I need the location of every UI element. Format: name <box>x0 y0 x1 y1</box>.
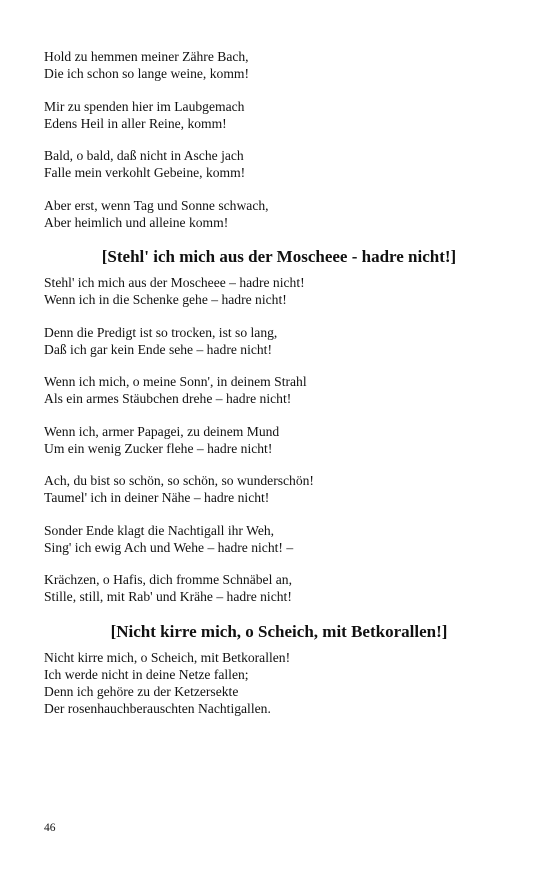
verse-line: Als ein armes Stäubchen drehe – hadre nicht! <box>44 391 292 406</box>
verse-line: Hold zu hemmen meiner Zähre Bach, <box>44 49 249 64</box>
verse-line: Der rosenhauchberauschten Nachtigallen. <box>44 700 271 716</box>
verse-line: Krächzen, o Hafis, dich fromme Schnäbel an, <box>44 572 292 587</box>
verse-line: Wenn ich, armer Papagei, zu deinem Mund <box>44 423 280 439</box>
poem-title: [Stehl' ich mich aus der Moscheee - hadre nicht!] <box>101 247 457 266</box>
stanza <box>44 423 514 457</box>
stanza <box>44 373 514 407</box>
stanza <box>44 522 514 556</box>
verse-line: Ich werde nicht in deine Netze fallen; <box>44 666 249 682</box>
verse-line: Mir zu spenden hier im Laubgemach <box>44 98 245 114</box>
page-content <box>44 48 514 732</box>
verse-line: Sonder Ende klagt die Nachtigall ihr Weh, <box>44 522 275 538</box>
verse-line: Nicht kirre mich, o Scheich, mit Betkorallen! <box>44 649 291 665</box>
verse-line: Ach, du bist so schön, so schön, so wunderschön! <box>44 473 314 488</box>
poem-body <box>44 274 514 605</box>
verse-line: Stille, still, mit Rab' und Krähe – hadre nicht! <box>44 589 292 604</box>
verse-line: Stehl' ich mich aus der Moscheee – hadre nicht! <box>44 275 305 290</box>
verse-line: Denn ich gehöre zu der Ketzersekte <box>44 683 239 699</box>
page-number: 46 <box>44 822 56 834</box>
stanza <box>44 197 514 231</box>
stanza <box>44 48 514 82</box>
stanza <box>44 649 514 717</box>
stanza <box>44 147 514 181</box>
verse-line: Bald, o bald, daß nicht in Asche jach <box>44 148 244 163</box>
verse-line: Aber erst, wenn Tag und Sonne schwach, <box>44 197 269 213</box>
stanza <box>44 324 514 358</box>
verse-line: Daß ich gar kein Ende sehe – hadre nicht! <box>44 341 272 357</box>
verse-line: Aber heimlich und alleine komm! <box>44 214 229 230</box>
verse-line: Um ein wenig Zucker flehe – hadre nicht! <box>44 440 273 456</box>
verse-line: Die ich schon so lange weine, komm! <box>44 66 249 81</box>
poem-fragment <box>44 48 514 231</box>
stanza <box>44 472 514 506</box>
stanza <box>44 571 514 605</box>
verse-line: Falle mein verkohlt Gebeine, komm! <box>44 165 246 180</box>
verse-line: Wenn ich in die Schenke gehe – hadre nicht! <box>44 292 287 307</box>
poem-title: [Nicht kirre mich, o Scheich, mit Betkorallen!] <box>110 621 448 641</box>
poem-body <box>44 649 514 717</box>
verse-line: Edens Heil in aller Reine, komm! <box>44 115 227 131</box>
verse-line: Wenn ich mich, o meine Sonn', in deinem Strahl <box>44 374 307 389</box>
stanza <box>44 98 514 132</box>
verse-line: Sing' ich ewig Ach und Wehe – hadre nicht! – <box>44 539 294 555</box>
stanza <box>44 274 514 308</box>
verse-line: Denn die Predigt ist so trocken, ist so lang, <box>44 324 278 340</box>
verse-line: Taumel' ich in deiner Nähe – hadre nicht! <box>44 490 270 505</box>
